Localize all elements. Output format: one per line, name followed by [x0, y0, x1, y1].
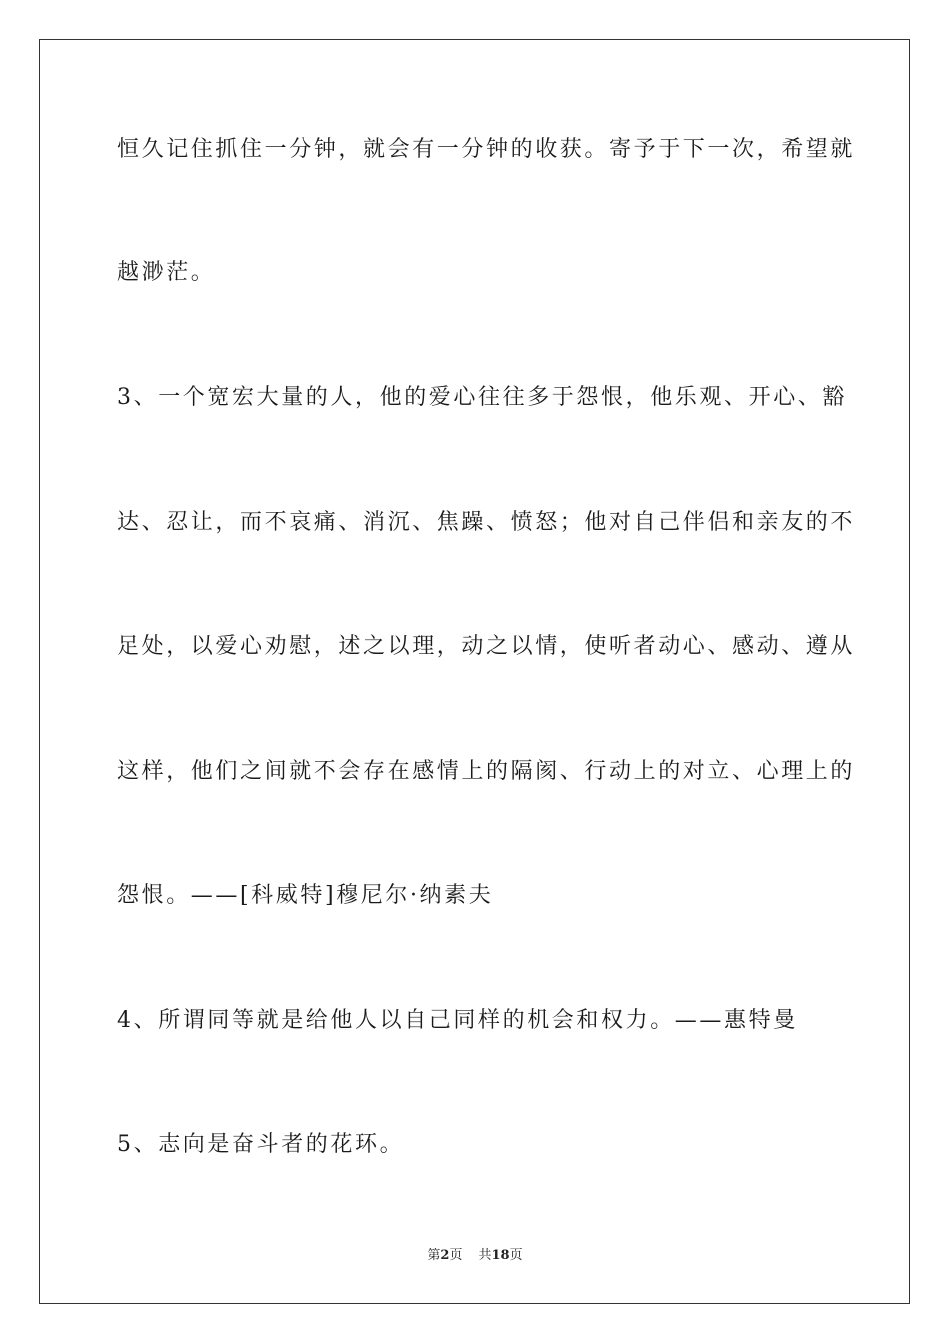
page-border	[39, 39, 910, 1304]
page-suffix: 页	[449, 1248, 463, 1263]
text-line: 5、志向是奋斗者的花环。	[117, 1132, 405, 1157]
page-footer	[0, 1247, 950, 1265]
text-line: 越渺茫。	[117, 260, 216, 285]
total-suffix: 页	[509, 1248, 523, 1263]
text-line: 怨恨。——[科威特]穆尼尔·纳素夫	[117, 883, 494, 908]
total-prefix: 共	[478, 1248, 492, 1263]
text-line: 4、所谓同等就是给他人以自己同样的机会和权力。——惠特曼	[117, 1008, 798, 1033]
text-line: 达、忍让，而不哀痛、消沉、焦躁、愤怒；他对自己伴侣和亲友的不	[117, 510, 856, 535]
text-line: 恒久记住抓住一分钟，就会有一分钟的收获。寄予于下一次，希望就	[117, 137, 856, 162]
text-line: 3、一个宽宏大量的人，他的爱心往往多于怨恨，他乐观、开心、豁	[117, 385, 847, 410]
page-prefix: 第	[427, 1248, 441, 1263]
total-pages: 18	[491, 1248, 510, 1263]
text-line: 足处，以爱心劝慰，述之以理，动之以情，使听者动心、感动、遵从	[117, 634, 856, 659]
text-line: 这样，他们之间就不会存在感情上的隔阂、行动上的对立、心理上的	[117, 759, 856, 784]
page-number: 2	[440, 1248, 450, 1263]
